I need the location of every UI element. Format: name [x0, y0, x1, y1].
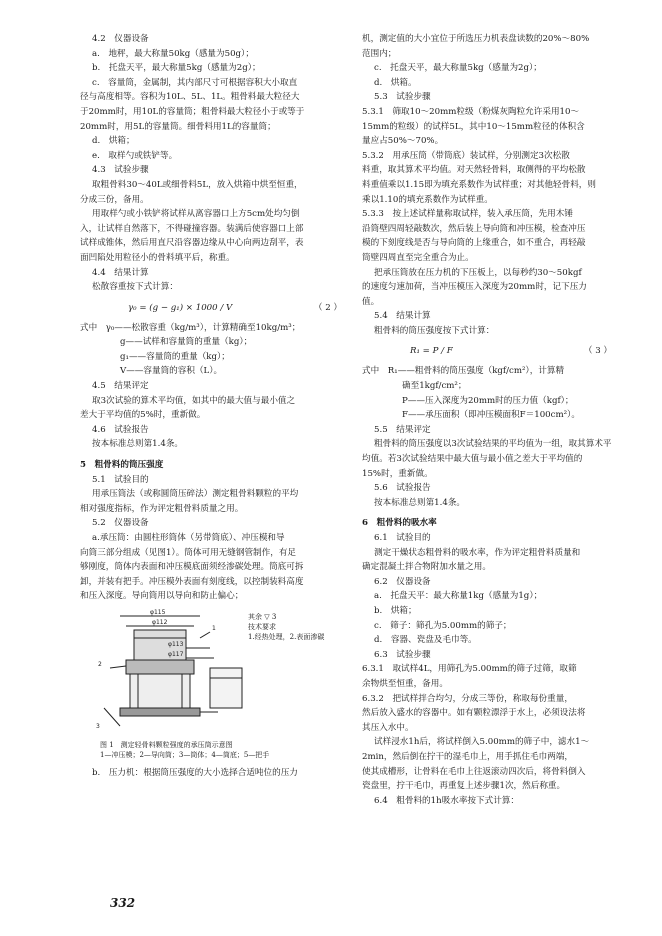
text-line: 面凹陷处用粒径小的骨料填平后，称重。 — [80, 252, 235, 263]
formula-3-legend — [362, 364, 618, 510]
text-line: 于20mm时，用10L的容量筒；粗骨料最大粒径小于或等于 — [80, 106, 305, 117]
text-line: a.承压筒：由圆柱形筒体（另带筒底）、冲压模和导 — [92, 533, 285, 543]
text-line: 其压入水中。 — [362, 722, 414, 733]
section-6-title: 6 粗骨料的吸水率 — [362, 518, 437, 529]
text-line: 筒壁四周直至完全重合为止。 — [362, 252, 474, 263]
text-line: 粗骨料的筒压强度按下式计算： — [374, 325, 495, 336]
text-line: 15mm的粒级）的试样5L，其中10～15mm粒径的体积含 — [362, 121, 585, 132]
text-line: 4.2 仪器设备 — [92, 34, 149, 44]
figure-1-legend: 其余 ▽ 3 技术要求 1.经热处理，2.表面渗碳 — [248, 612, 325, 641]
press-machine-item: b. 压力机：根据筒压强度的大小选择合适吨位的压力 — [92, 767, 298, 778]
text-line: 15%时，重新做。 — [362, 468, 433, 479]
section-4-text — [80, 32, 348, 295]
text-line: 量应占50%～70%。 — [362, 136, 444, 147]
text-line: c. 托盘天平，最大称量5kg（感量为2g）； — [374, 63, 542, 74]
text-line: V——容量筒的容积（L）。 — [120, 366, 223, 377]
section-6-text — [362, 531, 618, 808]
left-column — [80, 32, 348, 781]
text-line: 径与高度相等。容积为10L、5L、1L。粗骨料最大粒径大 — [80, 92, 300, 103]
text-line: F——承压面积（即冲压模面积F＝100cm²）。 — [402, 410, 580, 421]
formula-3-expression: R₁ = P / F — [410, 346, 453, 357]
text-line: d. 烘箱。 — [374, 77, 417, 88]
text-line: b. 托盘天平，最大称量5kg（感量为2g）； — [92, 63, 261, 74]
formula-2-number: （ 2 ） — [313, 302, 342, 313]
figure-1-caption: 图 1 测定轻骨料颗粒强度的承压筒示意图 — [100, 740, 233, 749]
section-5-continued-text — [362, 32, 618, 338]
page-number: 332 — [110, 896, 136, 910]
svg-text:φ112: φ112 — [152, 618, 168, 626]
text-line: 4.4 结果计算 — [92, 267, 149, 278]
text-line: 和压入深度。导向筒用以导向和防止偏心； — [80, 591, 244, 602]
text-line: 式中 γ₀——松散容重（kg/m³），计算精确至10kg/m³； — [80, 322, 301, 333]
text-line: 5.6 试验报告 — [374, 483, 431, 494]
text-line: 5.1 试验目的 — [92, 474, 149, 485]
text-line: 按本标准总则第1.4条。 — [374, 497, 466, 508]
text-line: 向筒三部分组成（见图1）。筒体可用无缝钢管制作，有足 — [80, 547, 297, 558]
text-line: g₁——容量筒的重量（kg）； — [120, 351, 230, 362]
text-line: 的速度匀速加荷，当冲压模压入深度为20mm时，记下压力 — [362, 282, 587, 293]
text-line: 确定混凝土拌合物附加水量之用。 — [362, 562, 491, 573]
text-line: 沿筒壁四周轻敲数次，然后装上导向筒和冲压模，检查冲压 — [362, 223, 586, 234]
text-line: 乘以1.10的填充系数作为试样重。 — [362, 194, 493, 205]
svg-text:φ115: φ115 — [150, 608, 166, 616]
text-line: 均值。若3次试验结果中最大值与最小值之差大于平均值的 — [362, 454, 583, 465]
text-line: g——试样和容量筒的重量（kg）； — [120, 337, 253, 348]
text-line: 确至1kgf/cm²； — [402, 381, 467, 392]
text-line: 5.2 仪器设备 — [92, 518, 149, 529]
svg-text:3: 3 — [96, 722, 100, 730]
text-line: 料重，取其算术平均值。对天然轻骨料，取侧得的平均松散 — [362, 165, 586, 176]
text-line: a. 托盘天平：最大称量1kg（感量为1g）； — [374, 591, 543, 602]
text-line: 测定干燥状态粗骨料的吸水率，作为评定粗骨料质量和 — [374, 547, 581, 558]
text-line: 取粗骨料30～40L或细骨料5L，放入烘箱中烘至恒重， — [92, 179, 303, 190]
text-line: 相对强度指标，作为评定粗骨料质量之用。 — [80, 503, 244, 514]
formula-2-legend — [80, 321, 348, 452]
text-line: 用承压筒法（或称圆筒压碎法）测定粗骨料颗粒的平均 — [92, 489, 299, 500]
text-line: 按本标准总则第1.4条。 — [92, 439, 184, 450]
text-line: 6.4 粗骨料的1h吸水率按下式计算： — [374, 795, 519, 806]
text-line: 够刚度，筒体内表面和冲压模底面须经渗碳处理。筒底可拆 — [80, 562, 304, 573]
text-line: 4.5 结果评定 — [92, 381, 149, 392]
text-line: 料重值乘以1.15即为填充系数作为试样重；对其他轻骨料，则 — [362, 179, 596, 190]
text-line: 机，测定值的大小宜位于所选压力机表盘读数的20%～80% — [362, 34, 590, 44]
text-line: a. 地秤，最大称量50kg（感量为50g）； — [92, 48, 254, 59]
text-line: 2min，然后倒在拧干的湿毛巾上，用手抓住毛巾两端， — [362, 751, 573, 762]
text-line: e. 取样勺或铁铲等。 — [92, 150, 178, 161]
text-line: c. 筛子：筛孔为5.00mm的筛子； — [374, 620, 512, 631]
text-line: 5.5 结果评定 — [374, 424, 431, 435]
svg-text:1: 1 — [212, 624, 216, 632]
text-line: P——压入深度为20mm时的压力值（kgf）； — [402, 395, 574, 406]
text-line: 试样成锥体，然后用直尺沿容器边缘从中心向两边刮平，表 — [80, 238, 304, 249]
text-line: 入，让试样自然落下，不得碰撞容器。装满后使容器口上部 — [80, 223, 304, 234]
section-5-text — [80, 473, 348, 604]
svg-text:φ113: φ113 — [168, 640, 184, 648]
text-line: 模的下刻度线是否与导向筒的上缘重合，如不重合，再轻敲 — [362, 238, 586, 249]
pressure-cylinder-diagram — [90, 608, 250, 736]
text-line: 6.2 仪器设备 — [374, 576, 431, 587]
text-line: d. 烘箱； — [92, 136, 135, 147]
text-line: 式中 R₁——粗骨料的筒压强度（kgf/cm²），计算精 — [362, 366, 565, 377]
text-line: 然后放入盛水的容器中。如有颗粒漂浮于水上，必须设法将 — [362, 708, 586, 719]
text-line: 卸，并装有把手。冲压模外表面有刻度线，以控制装料高度 — [80, 576, 304, 587]
text-line: 余物烘至恒重，备用。 — [362, 678, 448, 689]
text-line: 取3次试验的算术平均值，如其中的最大值与最小值之 — [92, 395, 296, 406]
text-line: 分成三份，备用。 — [80, 194, 149, 205]
text-line: 6.3.1 取试样4L，用筛孔为5.00mm的筛子过筛，取筛 — [362, 664, 577, 675]
text-line: 20mm时，用5L的容量筒。细骨料用1L的容量筒； — [80, 121, 276, 132]
text-line: b. 烘箱； — [374, 605, 417, 616]
formula-3 — [362, 340, 618, 362]
text-line: 试样浸水1h后，将试样倒入5.00mm的筛子中，滤水1～ — [374, 737, 590, 748]
text-line: 6.1 试验目的 — [374, 533, 431, 543]
text-line: 6.3.2 把试样拌合均匀，分成三等份，称取每份重量， — [362, 693, 573, 704]
formula-3-number: （ 3 ） — [583, 346, 612, 357]
text-line: 6.3 试验步骤 — [374, 649, 431, 660]
text-line: 5.3.3 按上述试样量称取试样，装入承压筒，先用木锤 — [362, 209, 573, 220]
text-line: 瓷盘里，拧干毛巾，再重复上述步骤1次，然后称重。 — [362, 781, 566, 792]
svg-text:2: 2 — [98, 660, 102, 668]
text-line: 5.4 结果计算 — [374, 311, 431, 322]
text-line: 粗骨料的筒压强度以3次试验结果的平均值为一组，取其算术平 — [374, 439, 612, 450]
svg-text:φ117: φ117 — [168, 650, 184, 658]
text-line: d. 容器、瓷盘及毛巾等。 — [374, 635, 477, 646]
figure-1 — [80, 608, 348, 738]
right-column — [362, 32, 618, 808]
text-line: 把承压筒放在压力机的下压板上，以每秒约30～50kgf — [374, 267, 582, 278]
text-line: 范围内； — [362, 48, 397, 59]
section-5-title: 5 粗骨料的筒压强度 — [80, 460, 164, 471]
text-line: 5.3 试验步骤 — [374, 92, 431, 103]
figure-1-parts: 1—冲压模；2—导向筒；3—筒体；4—筒底；5—把手 — [100, 750, 270, 759]
text-line: 值。 — [362, 296, 380, 307]
text-line: c. 容量筒，金属制，其内部尺寸可根据容积大小取直 — [92, 77, 298, 88]
formula-2-expression: γ₀ = (g − g₁) × 1000 / V — [128, 302, 233, 313]
text-line: 5.3.2 用承压筒（带筒底）装试样，分别测定3次松散 — [362, 150, 570, 161]
text-line: 4.3 试验步骤 — [92, 165, 149, 176]
text-line: 差大于平均值的5%时，重新做。 — [80, 410, 206, 421]
formula-2 — [80, 297, 348, 319]
text-line: 松散容重按下式计算： — [92, 282, 178, 293]
text-line: 用取样勺或小铁铲将试样从离容器口上方5cm处均匀倒 — [92, 209, 300, 220]
text-line: 使其成槽形，让骨料在毛巾上往返滚动四次后，将骨料倒入 — [362, 766, 586, 777]
text-line: 4.6 试验报告 — [92, 424, 149, 435]
text-line: 5.3.1 筛取10～20mm粒级（粉煤灰陶粒允许采用10～ — [362, 106, 580, 117]
